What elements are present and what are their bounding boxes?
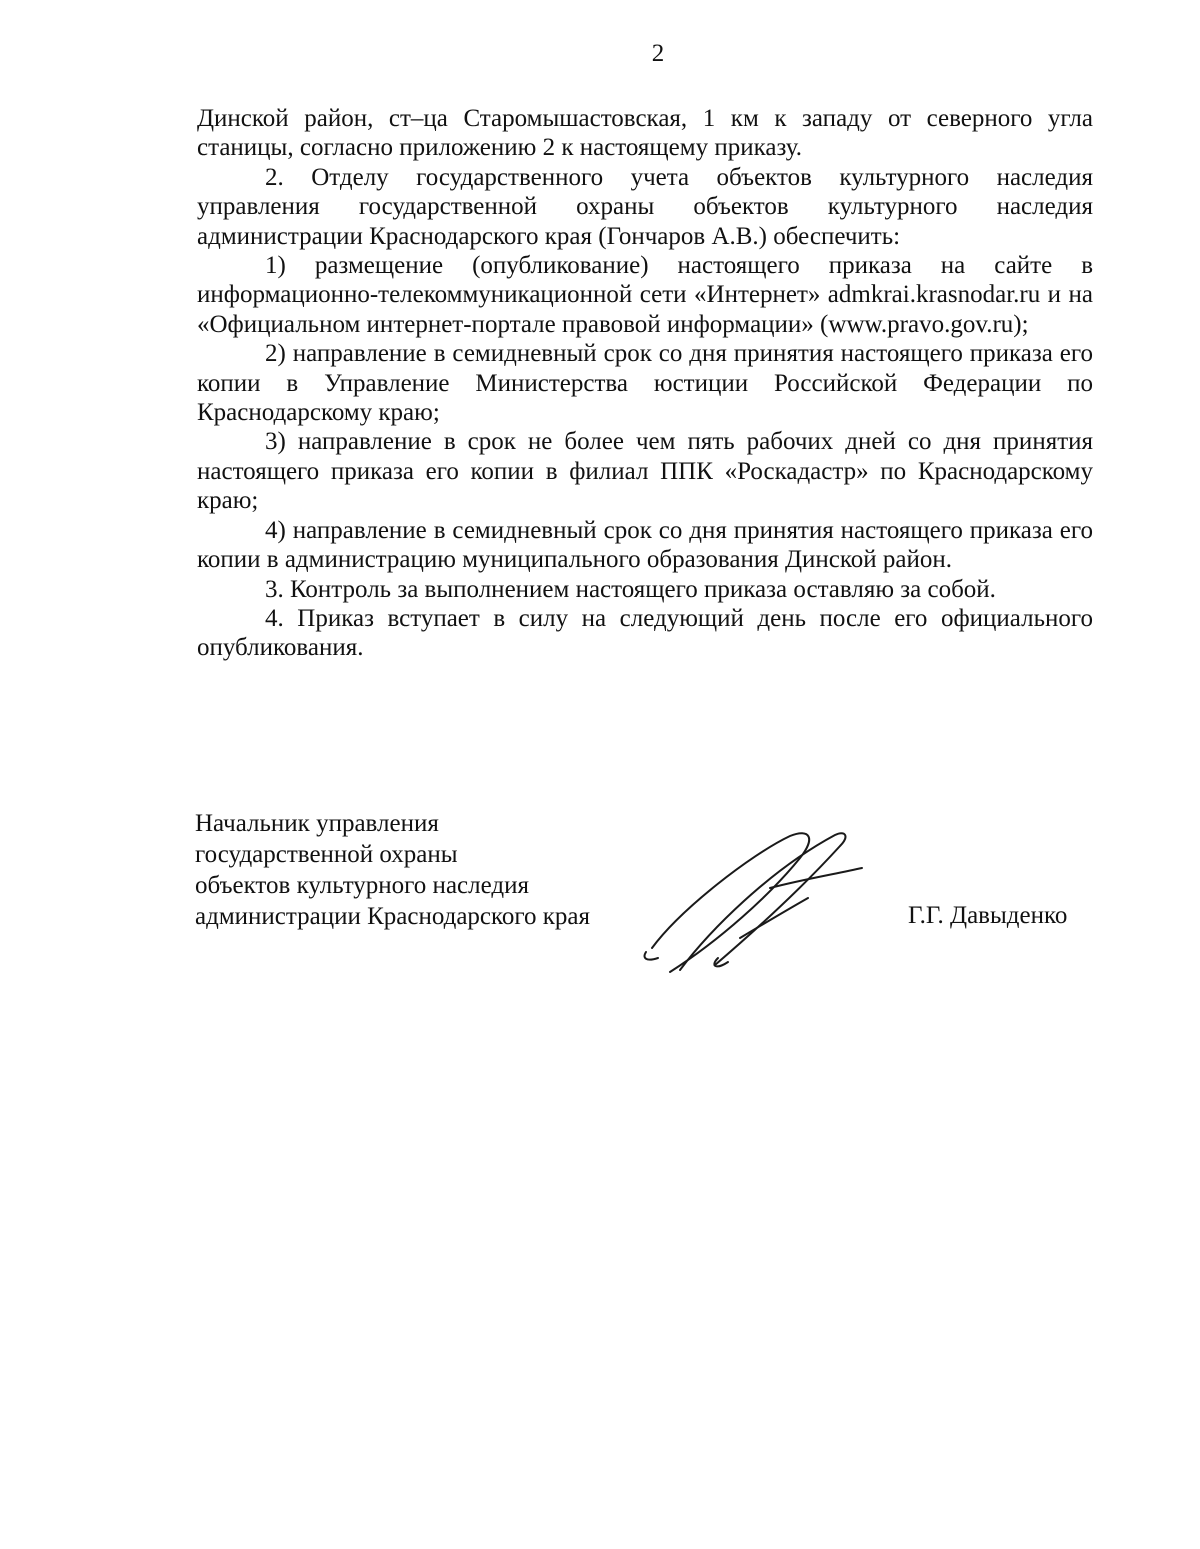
signatory-title-line: государственной охраны (195, 841, 458, 868)
paragraph-item-3: 3. Контроль за выполнением настоящего приказа оставляю за собой. (265, 575, 996, 603)
paragraph-item-2: 2. Отделу государственного учета объектов культурного наследия управления государственной охраны объектов культурного наследия администрации Краснодарского края (Гончаров А.В.) обеспечить: (197, 163, 1093, 250)
signatory-name: Г.Г. Давыденко (908, 902, 1068, 929)
signatory-title-line: объектов культурного наследия (195, 872, 529, 899)
paragraph-subitem-4: 4) направление в семидневный срок со дня принятия настоящего приказа его копии в администрацию муниципального образования Динской район. (197, 516, 1093, 574)
paragraph-continuation: Динской район, ст–ца Старомышастовская, 1 км к западу от северного угла станицы, согласно приложению 2 к настоящему приказу. (197, 105, 1093, 162)
document-body (197, 104, 1093, 663)
signatory-title-line: Начальник управления (195, 810, 439, 837)
paragraph-subitem-1: 1) размещение (опубликование) настоящего приказа на сайте в информационно-телекоммуникационной сети «Интернет» admkrai.krasnodar.ru и на «Официальном интернет-портале правовой информации» (www.pravo.gov.ru); (197, 252, 1093, 338)
signatory-title (195, 808, 665, 932)
paragraph-subitem-3: 3) направление в срок не более чем пять рабочих дней со дня принятия настоящего приказа его копии в филиал ППК «Роскадастр» по Краснодарскому краю; (197, 428, 1093, 515)
handwritten-signature-icon (640, 830, 870, 980)
page-number: 2 (651, 40, 665, 67)
paragraph-subitem-2: 2) направление в семидневный срок со дня принятия настоящего приказа его копии в Управление Министерства юстиции Российской Федерации по Краснодарскому краю; (197, 340, 1093, 427)
signatory-title-line: администрации Краснодарского края (195, 903, 591, 930)
paragraph-item-4: 4. Приказ вступает в силу на следующий день после его официального опубликования. (197, 604, 1093, 662)
